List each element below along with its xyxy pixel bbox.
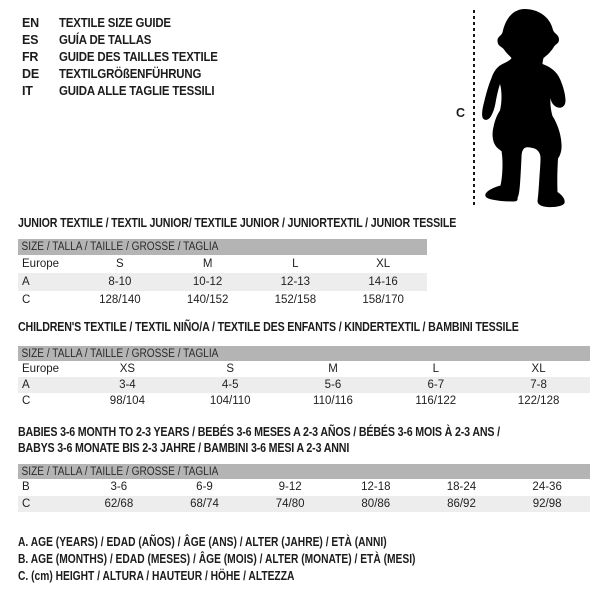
cell: 8-10 (108, 276, 132, 288)
language-code: FR (22, 49, 39, 64)
cell: 152/158 (274, 294, 317, 306)
cell: 12-13 (280, 276, 311, 288)
cell: 6-9 (196, 481, 213, 494)
table-header-bar (18, 464, 590, 479)
cell: 5-6 (324, 379, 342, 391)
cell: L (292, 258, 299, 270)
height-measure-label: C (456, 106, 466, 120)
language-code: DE (22, 66, 39, 81)
cell: 104/110 (209, 395, 251, 407)
cell: 7-8 (530, 379, 547, 391)
language-label: GUIDA ALLE TAGLIE TESSILI (59, 83, 215, 98)
cell: 3-6 (110, 481, 128, 494)
cell: XS (119, 363, 136, 375)
cell: 74/80 (275, 497, 305, 510)
cell: 68/74 (190, 497, 219, 510)
language-label: TEXTILGRÖßENFÜHRUNG (59, 66, 202, 81)
junior-size-table (18, 239, 427, 309)
cell: 9-12 (278, 481, 302, 494)
language-row-en (22, 14, 239, 31)
table-header-bar (18, 239, 427, 255)
cell: 140/152 (186, 294, 229, 306)
row-label: B (22, 481, 30, 494)
language-code: EN (22, 15, 39, 30)
row-label: C (22, 497, 31, 510)
cell: 6-7 (427, 379, 445, 391)
table-row (18, 255, 427, 273)
cell: 122/128 (517, 395, 560, 407)
cell: 110/116 (313, 395, 353, 407)
cell: 4-5 (221, 379, 239, 391)
cell: 80/86 (361, 497, 391, 510)
language-row-de (22, 65, 239, 82)
language-label: GUIDE DES TAILLES TEXTILE (59, 49, 218, 64)
cell: 3-4 (119, 379, 136, 391)
language-row-fr (22, 48, 239, 65)
children-size-table (18, 346, 590, 409)
row-label: A (22, 379, 30, 391)
row-label: Europe (22, 258, 60, 270)
row-label: A (22, 276, 30, 288)
table-row (18, 273, 427, 291)
table-row (18, 479, 590, 496)
language-code: IT (22, 83, 33, 98)
size-header-label: SIZE / TALLA / TAILLE / GRÖSSE / TAGLIA (21, 347, 219, 360)
language-row-it (22, 82, 239, 99)
babies-section-title: BABIES 3-6 MONTH TO 2-3 YEARS / BEBÉS 3-6 MESES A 2-3 AÑOS / BÉBÉS 3-6 MOIS À 2-3 ANS / BABYS 3-6 MONATE BIS 2-3 JAHRE / BAMBINI 3-6 MESI A 2-3 ANNI (18, 424, 500, 455)
note-b: B. AGE (MONTHS) / EDAD (MESES) / ÂGE (MOIS) / ALTER (MONATE) / ETÀ (MESI) (18, 552, 416, 566)
cell: 14-16 (368, 276, 398, 288)
cell: 116/122 (415, 395, 457, 407)
row-label: C (22, 395, 31, 407)
cell: 98/104 (109, 395, 145, 407)
cell: 86/92 (447, 497, 476, 510)
cell: 92/98 (532, 497, 562, 510)
size-header-label: SIZE / TALLA / TAILLE / GRÖSSE / TAGLIA (21, 241, 219, 253)
language-header (22, 14, 239, 99)
table-row (18, 377, 590, 393)
babies-size-table (18, 464, 590, 512)
language-label: GUÍA DE TALLAS (59, 32, 152, 47)
table-row (18, 393, 590, 409)
row-label: C (22, 294, 31, 306)
junior-section-title: JUNIOR TEXTILE / TEXTIL JUNIOR/ TEXTILE JUNIOR / JUNIORTEXTIL / JUNIOR TESSILE (18, 215, 457, 230)
note-c: C. (cm) HEIGHT / ALTURA / HAUTEUR / HÖHE / ALTEZZA (18, 569, 295, 583)
cell: 10-12 (192, 276, 223, 288)
cell: 158/170 (362, 294, 404, 306)
cell: M (202, 258, 213, 270)
table-header-bar (18, 346, 590, 361)
toddler-silhouette-icon (478, 5, 578, 213)
row-label: Europe (22, 363, 60, 375)
cell: XL (531, 363, 546, 375)
cell: L (432, 363, 439, 375)
cell: 62/68 (104, 497, 134, 510)
cell: 24-36 (532, 481, 562, 494)
legend-notes (18, 535, 503, 586)
cell: XL (376, 258, 391, 270)
language-label: TEXTILE SIZE GUIDE (59, 15, 171, 30)
table-row (18, 291, 427, 309)
height-dashed-line (473, 10, 475, 206)
table-row (18, 361, 590, 377)
cell: S (226, 363, 235, 375)
children-section-title: CHILDREN'S TEXTILE / TEXTIL NIÑO/A / TEXTILE DES ENFANTS / KINDERTEXTIL / BAMBINI TESSILE (18, 319, 519, 334)
cell: S (116, 258, 124, 270)
note-a: A. AGE (YEARS) / EDAD (AÑOS) / ÂGE (ANS) / ALTER (JAHRE) / ETÀ (ANNI) (18, 535, 387, 549)
cell: M (328, 363, 338, 375)
size-header-label: SIZE / TALLA / TAILLE / GRÖSSE / TAGLIA (21, 465, 219, 478)
language-row-es (22, 31, 239, 48)
language-code: ES (22, 32, 39, 47)
cell: 18-24 (446, 481, 477, 494)
table-row (18, 496, 590, 513)
cell: 128/140 (99, 294, 141, 306)
cell: 12-18 (361, 481, 391, 494)
